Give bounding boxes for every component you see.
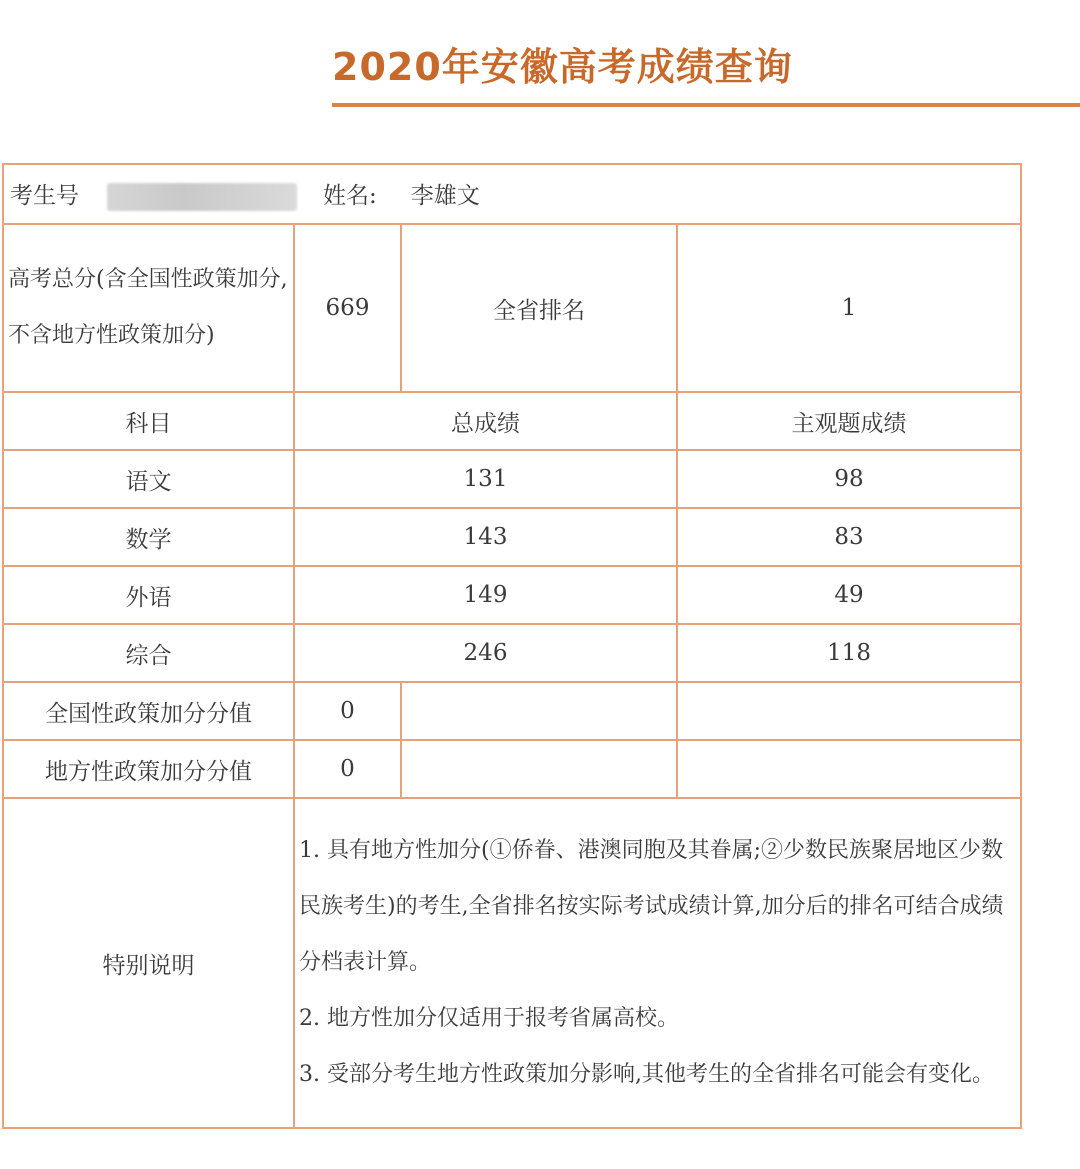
notes-label: 特别说明 bbox=[3, 798, 294, 1128]
rank-value: 1 bbox=[677, 224, 1021, 392]
note-item-3: 3. 受部分考生地方性政策加分影响,其他考生的全省排名可能会有变化。 bbox=[299, 1062, 994, 1087]
rank-label: 全省排名 bbox=[401, 224, 677, 392]
student-name-label: 姓名: bbox=[323, 183, 377, 209]
empty-cell bbox=[401, 740, 677, 798]
student-name-value: 李雄文 bbox=[410, 183, 480, 209]
title-divider bbox=[332, 103, 1080, 107]
subject-total: 131 bbox=[294, 450, 677, 508]
student-id-label: 考生号 bbox=[10, 183, 79, 209]
national-bonus-label: 全国性政策加分分值 bbox=[3, 682, 294, 740]
total-score-value: 669 bbox=[294, 224, 401, 392]
note-item-1: 1. 具有地方性加分(①侨眷、港澳同胞及其眷属;②少数民族聚居地区少数民族考生)的考生,全省排名按实际考试成绩计算,加分后的排名可结合成绩分档表计算。 bbox=[299, 838, 1004, 975]
note-item-2: 2. 地方性加分仅适用于报考省属高校。 bbox=[299, 1006, 679, 1031]
subject-name: 数学 bbox=[3, 508, 294, 566]
local-bonus-label: 地方性政策加分分值 bbox=[3, 740, 294, 798]
subject-subjective: 98 bbox=[677, 450, 1021, 508]
total-score-label: 高考总分(含全国性政策加分,不含地方性政策加分) bbox=[3, 224, 294, 392]
subject-subjective: 83 bbox=[677, 508, 1021, 566]
subject-total: 143 bbox=[294, 508, 677, 566]
student-info-cell bbox=[3, 164, 1021, 224]
page-title: 2020年安徽高考成绩查询 bbox=[332, 45, 793, 89]
subject-total: 149 bbox=[294, 566, 677, 624]
national-bonus-row bbox=[3, 682, 1021, 740]
total-score-row bbox=[3, 224, 1021, 392]
table-row bbox=[3, 566, 1021, 624]
local-bonus-row bbox=[3, 740, 1021, 798]
student-id-redacted bbox=[107, 183, 297, 211]
notes-content bbox=[294, 798, 1021, 1128]
subject-header-row bbox=[3, 392, 1021, 450]
subject-name: 综合 bbox=[3, 624, 294, 682]
student-info-row bbox=[3, 164, 1021, 224]
subject-name: 外语 bbox=[3, 566, 294, 624]
notes-row bbox=[3, 798, 1021, 1128]
subject-header: 科目 bbox=[3, 392, 294, 450]
empty-cell bbox=[677, 682, 1021, 740]
subject-subjective: 118 bbox=[677, 624, 1021, 682]
national-bonus-value: 0 bbox=[294, 682, 401, 740]
subjective-header: 主观题成绩 bbox=[677, 392, 1021, 450]
empty-cell bbox=[401, 682, 677, 740]
table-row bbox=[3, 624, 1021, 682]
subject-subjective: 49 bbox=[677, 566, 1021, 624]
total-header: 总成绩 bbox=[294, 392, 677, 450]
empty-cell bbox=[677, 740, 1021, 798]
subject-total: 246 bbox=[294, 624, 677, 682]
score-table bbox=[2, 163, 1022, 1129]
subject-name: 语文 bbox=[3, 450, 294, 508]
local-bonus-value: 0 bbox=[294, 740, 401, 798]
table-row bbox=[3, 508, 1021, 566]
table-row bbox=[3, 450, 1021, 508]
